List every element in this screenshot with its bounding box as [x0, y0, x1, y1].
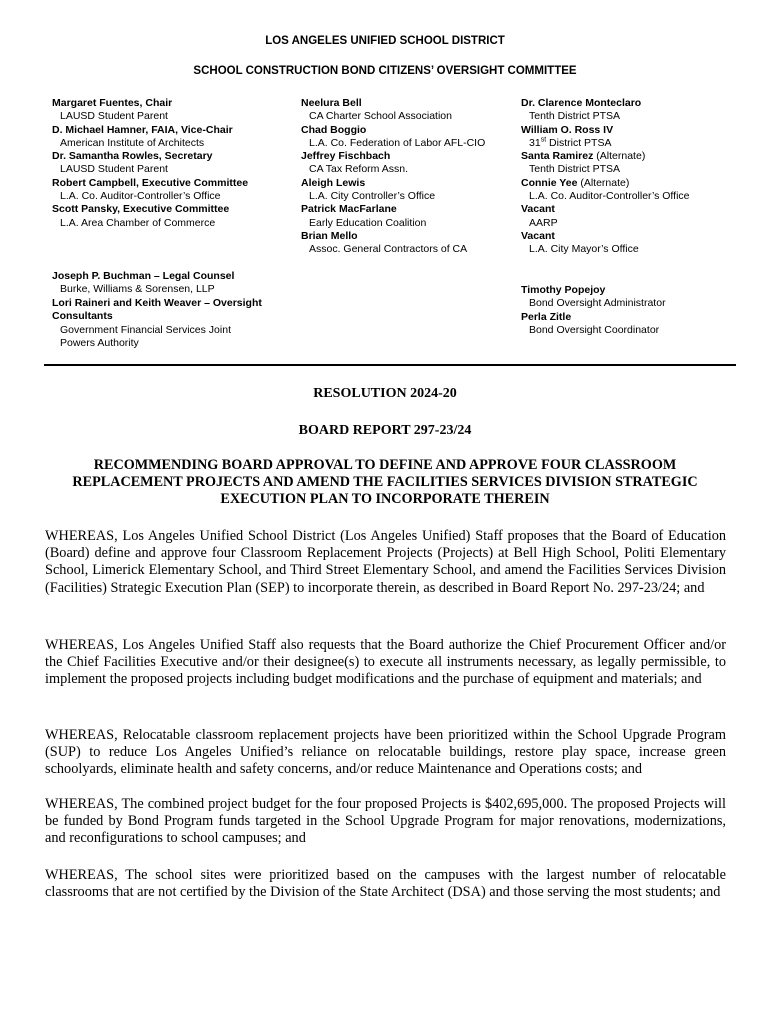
- staff-role: Bond Oversight Coordinator: [529, 324, 660, 337]
- member-name: Scott Pansky, Executive Committee: [52, 203, 230, 216]
- member-affiliation: 31st District PTSA: [529, 136, 612, 149]
- title-line: REPLACEMENT PROJECTS AND AMEND THE FACILITIES SERVICES DIVISION STRATEGIC: [72, 474, 698, 490]
- resolution-title: [40, 457, 730, 508]
- member-affiliation: L.A. City Mayor’s Office: [529, 243, 639, 256]
- member-name: Vacant: [521, 229, 555, 242]
- member-name: Santa Ramirez (Alternate): [521, 150, 646, 163]
- resolution-number: RESOLUTION 2024-20: [313, 386, 457, 401]
- member-name: Chad Boggio: [301, 123, 367, 136]
- oversight-consultants-affiliation: Government Financial Services Joint: [60, 323, 231, 336]
- member-name: Patrick MacFarlane: [301, 203, 397, 216]
- member-name: D. Michael Hamner, FAIA, Vice-Chair: [52, 123, 233, 136]
- title-line: EXECUTION PLAN TO INCORPORATE THEREIN: [220, 491, 550, 507]
- member-name: Brian Mello: [301, 229, 358, 242]
- member-name: Aleigh Lewis: [301, 176, 366, 189]
- oversight-consultants-name-cont: Consultants: [52, 310, 113, 323]
- member-affiliation: L.A. Co. Auditor-Controller’s Office: [60, 190, 221, 203]
- staff-role: Bond Oversight Administrator: [529, 297, 666, 310]
- member-affiliation: CA Charter School Association: [309, 110, 452, 123]
- member-name: William O. Ross IV: [521, 123, 614, 136]
- staff-name: Timothy Popejoy: [521, 284, 606, 296]
- member-name: Robert Campbell, Executive Committee: [52, 176, 249, 189]
- whereas-paragraph: WHEREAS, The combined project budget for the four proposed Projects is $402,695,000. The proposed Projects will be funded by Bond Program funds targeted in the School Upgrade Program for major renovations, modernizations, and reconfigurations to school campuses; and: [45, 796, 726, 847]
- whereas-paragraph: WHEREAS, Los Angeles Unified School District (Los Angeles Unified) Staff proposes that the Board of Education (Board) define and approve four Classroom Replacement Projects (Projects) at Bell High School, Politi Elementary School, Limerick Elementary School, and Third Street Elementary School, and amend the Facilities Services Division (Facilities) Strategic Execution Plan (SEP) to incorporate therein, as described in Board Report No. 297-23/24; and: [45, 528, 726, 596]
- member-name: Dr. Clarence Monteclaro: [521, 97, 642, 109]
- member-affiliation: CA Tax Reform Assn.: [309, 163, 409, 176]
- counsel-left-block: [52, 270, 312, 350]
- member-affiliation: LAUSD Student Parent: [60, 110, 168, 123]
- legal-counsel-name: Joseph P. Buchman – Legal Counsel: [52, 270, 235, 282]
- member-name: Neelura Bell: [301, 97, 362, 109]
- staff-right-block: [521, 284, 741, 338]
- member-affiliation: Tenth District PTSA: [529, 163, 621, 176]
- district-heading: LOS ANGELES UNIFIED SCHOOL DISTRICT: [265, 35, 505, 47]
- member-affiliation: AARP: [529, 216, 558, 229]
- whereas-paragraph: WHEREAS, Los Angeles Unified Staff also requests that the Board authorize the Chief Procurement Officer and/or the Chief Facilities Executive and/or their designee(s) to execute all instruments necessary, as legally permissible, to implement the proposed projects including budget modifications and the purchase of equipment and materials; and: [45, 637, 726, 688]
- member-affiliation: LAUSD Student Parent: [60, 163, 168, 176]
- member-affiliation: American Institute of Architects: [60, 136, 205, 149]
- member-name: Jeffrey Fischbach: [301, 150, 391, 163]
- members-left-column: [52, 97, 292, 230]
- whereas-paragraph: WHEREAS, The school sites were prioritized based on the campuses with the largest number of relocatable classrooms that are not certified by the Division of the State Architect (DSA) and those serving the most students; and: [45, 867, 726, 901]
- member-name: Margaret Fuentes, Chair: [52, 97, 173, 109]
- oversight-consultants-affiliation-cont: Powers Authority: [60, 337, 139, 350]
- member-affiliation: L.A. Co. Auditor-Controller’s Office: [529, 190, 690, 203]
- board-report-number: BOARD REPORT 297-23/24: [298, 423, 472, 438]
- member-affiliation: Tenth District PTSA: [529, 110, 621, 123]
- member-affiliation: L.A. City Controller’s Office: [309, 190, 436, 203]
- member-affiliation: L.A. Area Chamber of Commerce: [60, 216, 216, 229]
- members-middle-column: [301, 97, 511, 257]
- header-divider: [44, 364, 736, 366]
- member-affiliation: L.A. Co. Federation of Labor AFL-CIO: [309, 136, 486, 149]
- title-line: RECOMMENDING BOARD APPROVAL TO DEFINE AND APPROVE FOUR CLASSROOM: [93, 457, 677, 473]
- legal-counsel-affiliation: Burke, Williams & Sorensen, LLP: [60, 283, 215, 296]
- member-affiliation: Assoc. General Contractors of CA: [309, 243, 468, 256]
- whereas-paragraph: WHEREAS, Relocatable classroom replacement projects have been prioritized within the School Upgrade Program (SUP) to reduce Los Angeles Unified’s reliance on relocatable buildings, restore play space, increase green schoolyards, eliminate health and safety concerns, and/or reduce Maintenance and Operations costs; and: [45, 727, 726, 778]
- member-name: Vacant: [521, 203, 555, 216]
- member-name: Connie Yee (Alternate): [521, 176, 630, 189]
- member-affiliation: Early Education Coalition: [309, 216, 427, 229]
- member-name: Dr. Samantha Rowles, Secretary: [52, 150, 213, 163]
- staff-name: Perla Zitle: [521, 310, 572, 323]
- members-right-column: [521, 97, 741, 257]
- committee-heading: SCHOOL CONSTRUCTION BOND CITIZENS’ OVERSIGHT COMMITTEE: [193, 65, 577, 77]
- oversight-consultants-name: Lori Raineri and Keith Weaver – Oversight: [52, 296, 262, 309]
